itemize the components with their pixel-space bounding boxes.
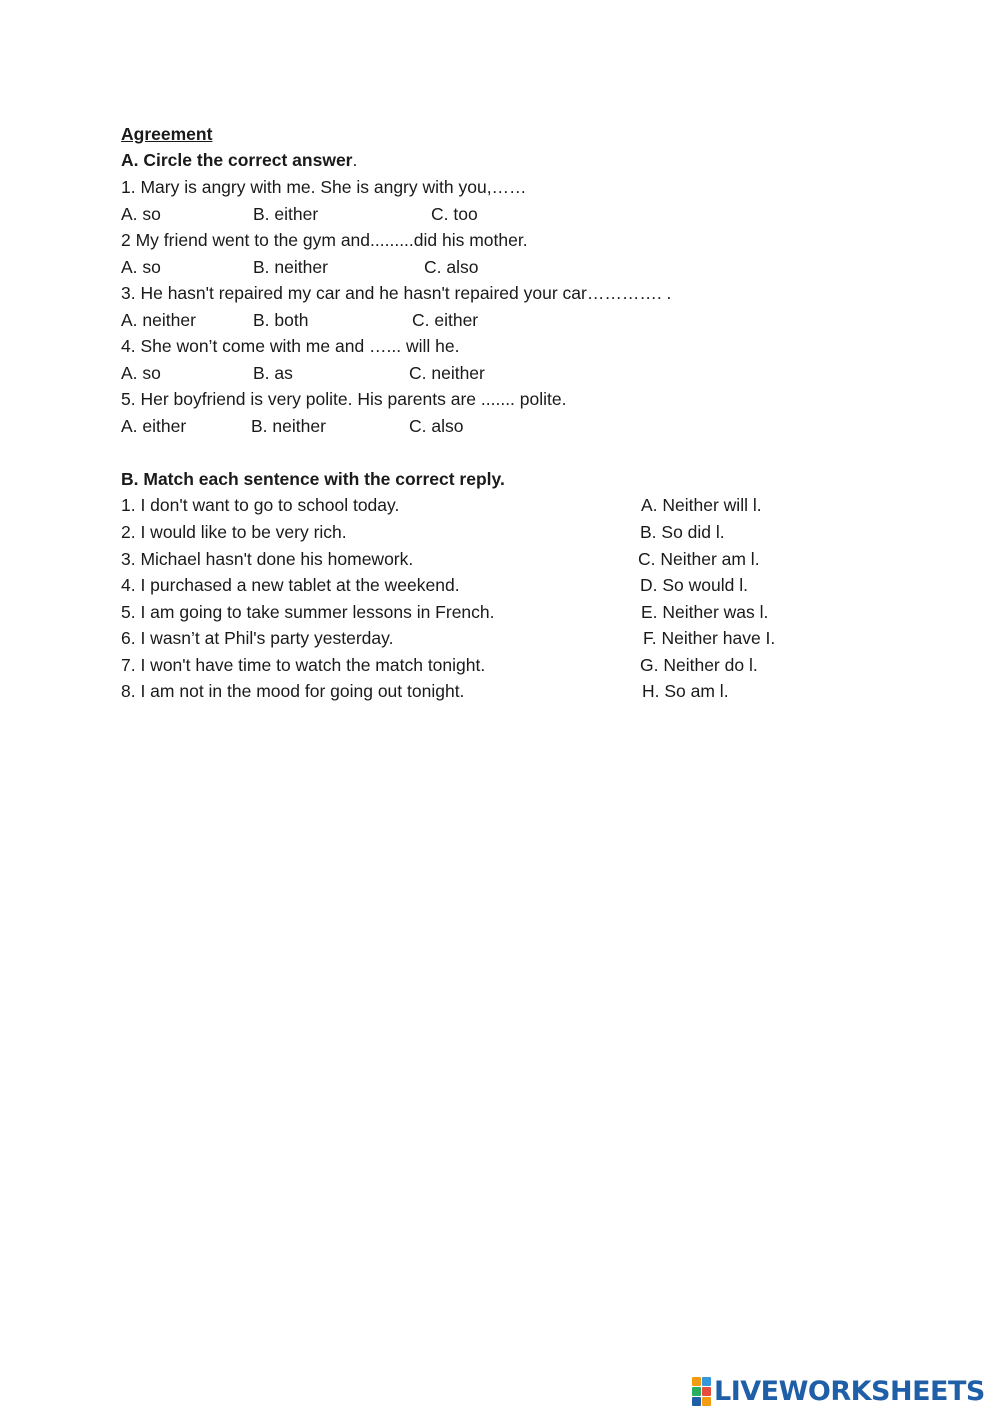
option-a: A. neither bbox=[121, 310, 196, 330]
option-c: C. either bbox=[412, 310, 479, 330]
match-reply: H. So am l. bbox=[642, 681, 729, 701]
match-sentence: 6. I wasn’t at Phil's party yesterday. bbox=[121, 628, 394, 648]
option-b: B. either bbox=[253, 204, 319, 224]
question-text: 3. He hasn't repaired my car and he hasn't repaired your car…………. . bbox=[121, 283, 672, 303]
option-b: B. both bbox=[253, 310, 309, 330]
option-c: C. also bbox=[424, 257, 479, 277]
question-text: 1. Mary is angry with me. She is angry with you,…… bbox=[121, 177, 527, 197]
option-a: A. so bbox=[121, 257, 161, 277]
match-sentence: 3. Michael hasn't done his homework. bbox=[121, 549, 414, 569]
option-b: B. neither bbox=[251, 416, 326, 436]
section-a-heading-text: A. Circle the correct answer bbox=[121, 150, 353, 170]
section-a-heading bbox=[121, 149, 357, 171]
option-c: C. too bbox=[431, 204, 478, 224]
match-sentence: 5. I am going to take summer lessons in French. bbox=[121, 602, 495, 622]
match-reply: E. Neither was l. bbox=[641, 602, 769, 622]
question-text: 5. Her boyfriend is very polite. His parents are ....... polite. bbox=[121, 389, 567, 409]
section-a-heading-suffix: . bbox=[352, 150, 358, 170]
option-b: B. as bbox=[253, 363, 293, 383]
match-reply: D. So would l. bbox=[640, 575, 748, 595]
logo-mark-icon bbox=[692, 1377, 711, 1406]
option-c: C. also bbox=[409, 416, 464, 436]
logo-text: LIVEWORKSHEETS bbox=[714, 1375, 985, 1407]
match-sentence: 1. I don't want to go to school today. bbox=[121, 495, 400, 515]
match-sentence: 4. I purchased a new tablet at the weekend. bbox=[121, 575, 460, 595]
match-sentence: 2. I would like to be very rich. bbox=[121, 522, 347, 542]
match-reply: F. Neither have I. bbox=[643, 628, 776, 648]
match-reply: B. So did l. bbox=[640, 522, 725, 542]
option-a: A. either bbox=[121, 416, 187, 436]
question-text: 2 My friend went to the gym and.........did his mother. bbox=[121, 230, 528, 250]
section-b-heading: B. Match each sentence with the correct reply. bbox=[121, 469, 505, 489]
liveworksheets-logo bbox=[692, 1376, 985, 1406]
match-reply: A. Neither will l. bbox=[641, 495, 762, 515]
match-reply: G. Neither do l. bbox=[640, 655, 758, 675]
option-c: C. neither bbox=[409, 363, 485, 383]
match-sentence: 8. I am not in the mood for going out tonight. bbox=[121, 681, 465, 701]
option-b: B. neither bbox=[253, 257, 328, 277]
match-sentence: 7. I won't have time to watch the match tonight. bbox=[121, 655, 486, 675]
option-a: A. so bbox=[121, 363, 161, 383]
match-reply: C. Neither am l. bbox=[638, 549, 760, 569]
page-title: Agreement bbox=[121, 124, 213, 144]
option-a: A. so bbox=[121, 204, 161, 224]
question-text: 4. She won’t come with me and …... will he. bbox=[121, 336, 460, 356]
